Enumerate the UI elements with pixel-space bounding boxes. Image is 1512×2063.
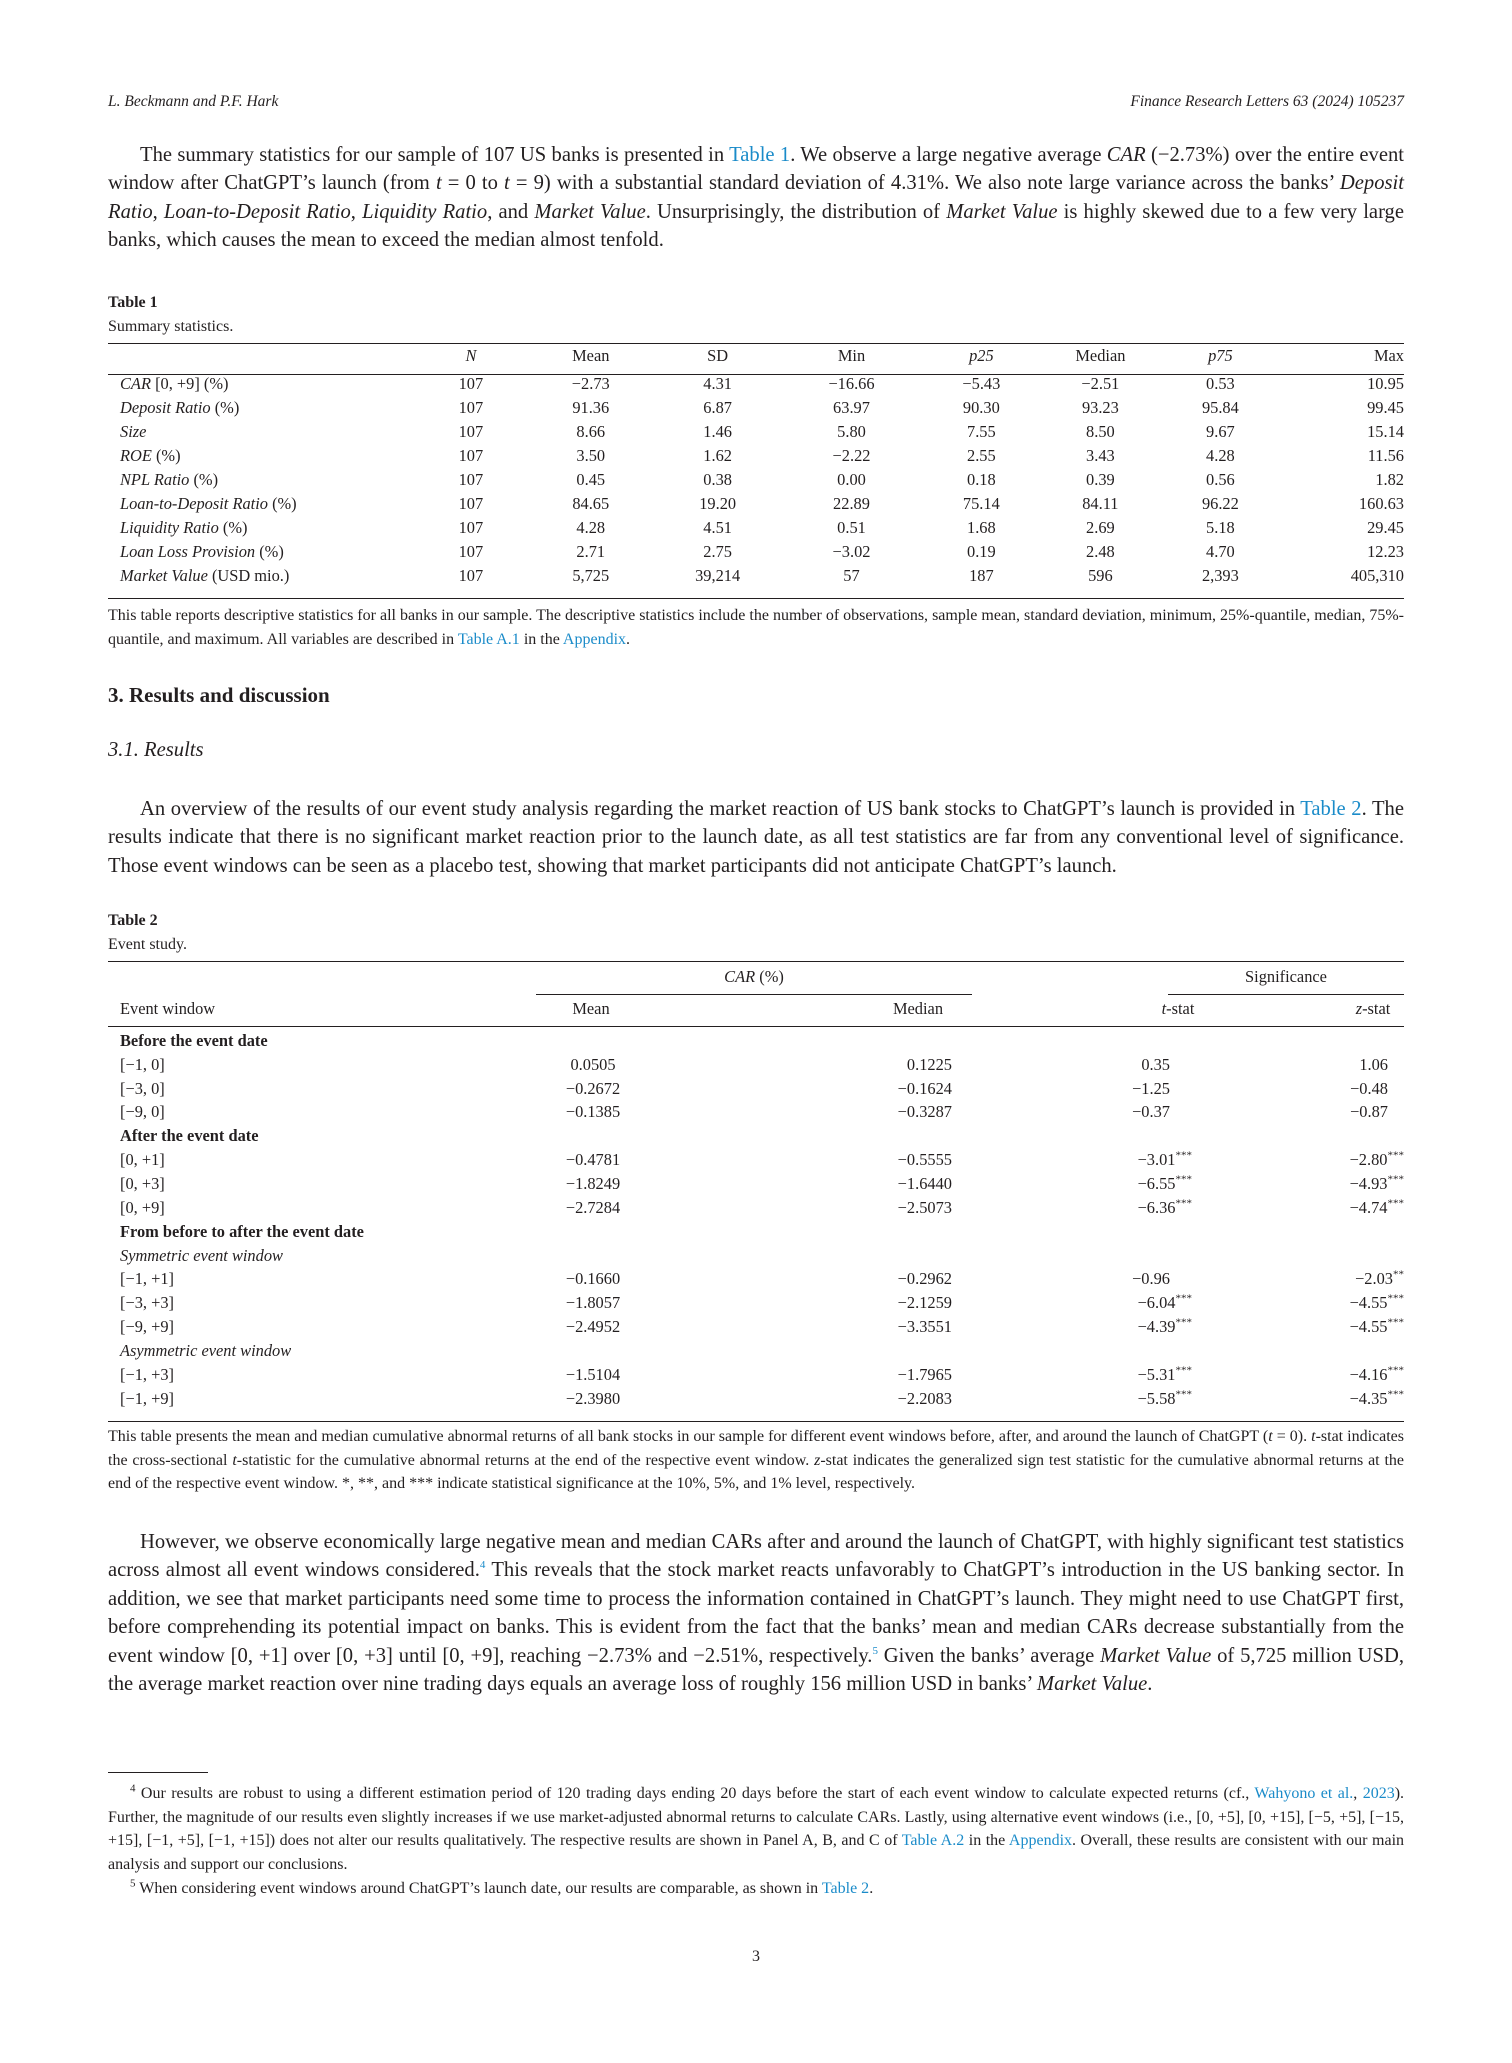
table1-cell: 8.66 — [576, 422, 606, 441]
table2-median-cell: 0.1225 — [906, 1054, 952, 1074]
table1-row — [108, 468, 1404, 492]
table1-col-header: p75 — [1208, 346, 1233, 365]
table1-cell: 4.31 — [703, 374, 732, 393]
table1-cell: 7.55 — [967, 422, 996, 441]
table1-cell: 95.84 — [1201, 398, 1239, 417]
table1-cell: 405,310 — [1350, 566, 1404, 585]
wahyono-link[interactable]: Wahyono et al. — [1254, 1785, 1354, 1802]
table1-row — [108, 420, 1404, 444]
table2-mean-cell: −0.1660 — [565, 1269, 621, 1289]
table1-cell: 5.18 — [1206, 518, 1235, 537]
table1-cell: 3.50 — [576, 446, 606, 465]
table1-cell: 1.62 — [703, 446, 732, 465]
table2-row — [108, 1148, 1404, 1172]
table1-cell: 0.18 — [967, 470, 996, 489]
table1-cell: 4.70 — [1206, 542, 1235, 561]
table2-row — [108, 1363, 1404, 1387]
table1-cell: 0.56 — [1206, 470, 1235, 489]
table2-zstat-cell: −4.16*** — [1349, 1364, 1404, 1384]
table1-cell: 107 — [458, 374, 484, 393]
table2-tstat-cell: −0.37 — [1132, 1102, 1170, 1122]
table2-tstat-cell: −0.96 — [1132, 1269, 1170, 1289]
table2-car-group-header: CAR (%) — [724, 967, 784, 986]
table1-cell: 1.82 — [1375, 470, 1404, 489]
table2-group-heading: Before the event date — [120, 1030, 268, 1050]
table2-col-zstat: z-stat — [1355, 999, 1391, 1018]
table1-cell: −16.66 — [828, 374, 875, 393]
table1-cell: 93.23 — [1081, 398, 1119, 417]
table1-cell: 107 — [458, 518, 484, 537]
table1-cell: 2.55 — [967, 446, 996, 465]
table2-col-tstat: t-stat — [1161, 999, 1195, 1018]
table1-cell: 0.53 — [1206, 374, 1235, 393]
section-heading: 3. Results and discussion — [108, 683, 330, 707]
table2-row — [108, 1029, 1404, 1053]
table-a2-link[interactable]: Table A.2 — [901, 1832, 965, 1850]
table1-header-blank — [108, 346, 416, 372]
table1-cell: 5,725 — [572, 566, 610, 585]
table2-zstat-cell: −0.87 — [1350, 1102, 1388, 1122]
table1-cell: 90.30 — [962, 398, 1000, 417]
table2-mean-cell: −2.4952 — [565, 1317, 621, 1337]
table1-cell: 107 — [458, 566, 484, 585]
table1-cell: 11.56 — [1367, 446, 1404, 465]
table1-cell: 8.50 — [1086, 422, 1115, 441]
table1-row — [108, 516, 1404, 540]
table1-cell: 2.69 — [1086, 518, 1115, 537]
table2-tstat-cell: −6.04*** — [1137, 1292, 1192, 1313]
table1-label: Table 1 — [108, 294, 158, 311]
results-paragraph: An overview of the results of our event study analysis regarding the market reaction of US bank stocks to ChatGPT’s launch is provided in Table 2. The results indicate that there is no significant market reaction prior to the launch date, as all test statistics are far from any conventional level of significance. Those event windows can be seen as a placebo test, showing that market participants did not anticipate ChatGPT’s launch. — [108, 798, 1404, 877]
table2-row — [108, 1387, 1404, 1411]
table1-row — [108, 372, 1404, 396]
table2-bottom-rule — [108, 1421, 1404, 1422]
table2-row — [108, 1339, 1404, 1363]
table1-cell: 29.45 — [1367, 518, 1404, 537]
table1-cell: 84.11 — [1082, 494, 1119, 513]
table1-cell: 2.71 — [576, 542, 606, 561]
table2-median-cell: −3.3551 — [897, 1317, 952, 1337]
table2-car-group-rule — [536, 994, 972, 995]
table2-window-label: [−1, +9] — [120, 1388, 174, 1408]
table1-cell: 12.23 — [1367, 542, 1404, 561]
table2-tstat-cell: −5.31*** — [1137, 1364, 1192, 1384]
running-head-journal: Finance Research Letters 63 (2024) 105237 — [1130, 93, 1404, 110]
table2-title: Event study. — [108, 936, 187, 953]
table2-row — [108, 1124, 1404, 1148]
table2-col-mean: Mean — [572, 999, 610, 1018]
footnote-rule — [108, 1772, 208, 1773]
table1-cell: 4.51 — [703, 518, 732, 537]
table1-row — [108, 540, 1404, 564]
table1-cell: 107 — [458, 422, 484, 441]
table1-row — [108, 564, 1404, 588]
table2-zstat-cell: −0.48 — [1350, 1078, 1388, 1098]
table2-tstat-cell: −3.01*** — [1137, 1149, 1192, 1170]
table1-cell: 107 — [458, 494, 484, 513]
discussion-paragraph: However, we observe economically large negative mean and median CARs after and around the launch of ChatGPT, with highly significant test statistics across almost all event windows considered.$^4$ This reveals that the stock market reacts unfavorably to ChatGPT’s introduction in the US banking sector. In addition, we see that market participants need some time to process the information contained in ChatGPT’s launch. They might need to use ChatGPT first, before comprehending its potential impact on banks. This is evident from the fact that the banks’ mean and median CARs decrease substantially from the event window [0, +1] over [0, +3] until [0, +9], reaching −2.73% and −2.51%, respectively.$^5$ Given the banks’ average Market Value of 5,725 million USD, the average market reaction over nine trading days equals an average loss of roughly 156 million USD in banks’ Market Value. — [108, 1531, 1405, 1696]
table1-cell: 2,393 — [1201, 566, 1239, 585]
table1-cell: 1.68 — [967, 518, 996, 537]
table1-col-header: Mean — [572, 346, 610, 365]
table2-mean-cell: −0.4781 — [565, 1150, 621, 1170]
appendix-link[interactable]: Appendix — [562, 630, 627, 648]
table1-cell: 9.67 — [1206, 422, 1235, 441]
table2-window-label: [−1, +1] — [120, 1269, 174, 1289]
table2-row — [108, 1053, 1404, 1077]
table2-header-rule — [108, 1026, 1404, 1027]
table1-cell: 3.43 — [1086, 446, 1115, 465]
table1-col-header: Max — [1373, 346, 1404, 365]
table1-cell: 4.28 — [576, 518, 606, 537]
table2-link[interactable]: Table 2 — [1300, 798, 1362, 820]
table2-window-label: [−3, 0] — [120, 1078, 165, 1098]
table1-cell: −2.73 — [571, 374, 610, 393]
table1-cell: 22.89 — [833, 494, 870, 513]
table2-window-label: [−1, +3] — [120, 1364, 174, 1384]
table2-col-median: Median — [892, 999, 944, 1018]
subsection-heading: 3.1. Results — [108, 739, 204, 761]
table2-zstat-cell: −4.55*** — [1349, 1316, 1404, 1337]
table1-cell: 187 — [969, 566, 994, 585]
intro-paragraph: The summary statistics for our sample of 107 US banks is presented in Table 1. We observe a large negative average CAR (−2.73%) over the entire event window after ChatGPT’s launch (from t = 0 to t = 9) with a substantial standard deviation of 4.31%. We also note large variance across the banks’ Deposit Ratio, Loan-to-Deposit Ratio, Liquidity Ratio, and Market Value. Unsurprisingly, the distribution of Market Value is highly skewed due to a few very large banks, which causes the mean to exceed the median almost tenfold. — [108, 144, 1405, 252]
table2-significance-group-rule — [1168, 994, 1404, 995]
table2-zstat-cell: −4.93*** — [1349, 1173, 1404, 1193]
table2-window-label: [−1, 0] — [120, 1054, 165, 1074]
footnote-4: $^4$ Our results are robust to using a different estimation period of 120 trading days ending 20 days before the start of each event window to calculate expected returns (cf., Wahyono et al., 2023). Further, the magnitude of our results even slightly increases if we use market-adjusted abnormal returns to calculate CARs. Lastly, using alternative event windows (i.e., [0, +5], [0, +15], [−5, +5], [−15, +15], [−1, +5], [−1, +15]) does not alter our results qualitatively. The respective results are shown in Panel A, B, and C of Table A.2 in the Appendix. Overall, these results are consistent with our main analysis and support our conclusions. — [108, 1782, 1405, 1874]
table1-col-header: Median — [1075, 346, 1126, 365]
table2-window-label: [−3, +3] — [120, 1293, 174, 1313]
table1-cell: 1.46 — [703, 422, 732, 441]
table2-tstat-cell: −4.39*** — [1137, 1316, 1192, 1337]
appendix-link-2[interactable]: Appendix — [1008, 1832, 1073, 1850]
table1-cell: 2.75 — [703, 542, 732, 561]
table2 — [108, 1029, 1404, 1411]
table2-tstat-cell: −6.55*** — [1137, 1173, 1192, 1193]
table1-note: This table reports descriptive statistics for all banks in our sample. The descriptive statistics include the number of observations, sample mean, standard deviation, minimum, 25%-quantile, median, 75%-quantile, and maximum. All variables are described in Table A.1 in the Appendix. — [108, 607, 1404, 648]
wahyono-year-link[interactable]: 2023 — [1362, 1785, 1395, 1802]
table2-mean-cell: −1.5104 — [565, 1364, 621, 1384]
table1-row-label: ROE (%) — [120, 446, 181, 465]
table2-group-heading: After the event date — [120, 1126, 259, 1146]
table2-median-cell: −2.1259 — [897, 1293, 952, 1313]
table1-cell: 84.65 — [572, 494, 610, 513]
table1-cell: 15.14 — [1367, 422, 1404, 441]
table2-median-cell: −1.7965 — [897, 1364, 952, 1384]
table2-tstat-cell: −1.25 — [1132, 1078, 1170, 1098]
footnote-5-ref[interactable]: 5 — [872, 1644, 878, 1657]
table2-row — [108, 1267, 1404, 1291]
table1-cell: −2.51 — [1081, 374, 1120, 393]
table1-col-header: SD — [707, 346, 729, 365]
table1-row-label: CAR [0, +9] (%) — [120, 374, 229, 393]
table2-mean-cell: −1.8057 — [565, 1293, 621, 1313]
table1-link[interactable]: Table 1 — [729, 144, 791, 166]
table1-cell: 107 — [458, 470, 484, 489]
table1-cell: 57 — [843, 566, 860, 585]
table2-window-label: [−9, 0] — [120, 1102, 165, 1122]
table1-cell: 96.22 — [1201, 494, 1239, 513]
table1-row-label: Size — [120, 422, 147, 441]
table2-link-2[interactable]: Table 2 — [821, 1880, 870, 1897]
table1-cell: −5.43 — [962, 374, 1001, 393]
running-head-authors: L. Beckmann and P.F. Hark — [108, 93, 279, 110]
table1-row — [108, 444, 1404, 468]
table1-row-label: Loan-to-Deposit Ratio (%) — [120, 494, 297, 513]
table2-window-label: [0, +3] — [120, 1173, 165, 1193]
table2-tstat-cell: −5.58*** — [1137, 1388, 1192, 1408]
table1-cell: 107 — [458, 398, 484, 417]
table2-mean-cell: 0.0505 — [570, 1054, 616, 1074]
table2-mean-cell: −2.7284 — [565, 1197, 621, 1217]
table1-cell: 4.28 — [1206, 446, 1235, 465]
table2-significance-group-header: Significance — [1245, 967, 1327, 986]
table2-zstat-cell: −4.35*** — [1349, 1388, 1404, 1408]
table1-cell: 596 — [1088, 566, 1113, 585]
table2-median-cell: −0.3287 — [897, 1102, 952, 1122]
footnote-4-ref[interactable]: 4 — [479, 1559, 486, 1572]
table1-title: Summary statistics. — [108, 318, 234, 335]
table2-tstat-cell: 0.35 — [1141, 1054, 1170, 1074]
table1-cell: 107 — [458, 542, 484, 561]
table1-row-label: Liquidity Ratio (%) — [120, 518, 248, 537]
table1-cell: −3.02 — [832, 542, 871, 561]
table2-row — [108, 1196, 1404, 1220]
table1-row-label: NPL Ratio (%) — [120, 470, 219, 489]
table1-cell: 0.45 — [576, 470, 606, 489]
table1-cell: 0.51 — [837, 518, 866, 537]
table2-label: Table 2 — [108, 912, 158, 929]
table2-window-label: [−9, +9] — [120, 1317, 174, 1337]
table2-row — [108, 1077, 1404, 1101]
table1-top-rule — [108, 343, 1404, 344]
table1-cell: 107 — [458, 446, 484, 465]
table2-median-cell: −0.5555 — [897, 1150, 952, 1170]
table2-row — [108, 1101, 1404, 1125]
table2-top-rule — [108, 961, 1404, 962]
table1-cell: 0.00 — [837, 470, 866, 489]
table1-cell: 160.63 — [1358, 494, 1404, 513]
table1-bottom-rule — [108, 598, 1404, 599]
table2-mean-cell: −2.3980 — [565, 1388, 621, 1408]
table1-header-row — [108, 346, 1404, 372]
table2-row — [108, 1172, 1404, 1196]
table1-cell: 63.97 — [833, 398, 870, 417]
table2-zstat-cell: −2.80*** — [1349, 1149, 1404, 1170]
table2-row — [108, 1220, 1404, 1244]
table2-group-heading: From before to after the event date — [120, 1221, 364, 1241]
table2-zstat-cell: 1.06 — [1359, 1054, 1388, 1074]
table1-cell: 0.39 — [1086, 470, 1115, 489]
table2-window-label: [0, +9] — [120, 1197, 165, 1217]
table1-cell: 6.87 — [703, 398, 732, 417]
table2-tstat-cell: −6.36*** — [1137, 1197, 1192, 1217]
table1-cell: 5.80 — [837, 422, 866, 441]
table1-row-label: Deposit Ratio (%) — [120, 398, 240, 417]
table2-mean-cell: −0.1385 — [565, 1102, 621, 1122]
table1-cell: 91.36 — [572, 398, 610, 417]
table2-median-cell: −2.2083 — [897, 1388, 952, 1408]
table1-col-header: Min — [837, 346, 866, 365]
table-a1-link[interactable]: Table A.1 — [457, 630, 520, 648]
table1-cell: 19.20 — [699, 494, 737, 513]
table2-window-label: [0, +1] — [120, 1150, 165, 1170]
table2-median-cell: −2.5073 — [897, 1197, 952, 1217]
table1-cell: 10.95 — [1367, 374, 1404, 393]
footnote-5: $^5$ When considering event windows around ChatGPT’s launch date, our results are comparable, as shown in Table 2. — [130, 1877, 874, 1897]
table1-cell: 0.38 — [703, 470, 732, 489]
table2-note: This table presents the mean and median cumulative abnormal returns of all bank stocks in our sample for different event windows before, after, and around the launch of ChatGPT (t = 0). t-stat indicates the cross-sectional t-statistic for the cumulative abnormal returns at the end of the respective event window. z-stat indicates the generalized sign test statistic for the cumulative abnormal returns at the end of the respective event window. *, **, and *** indicate statistical significance at the 10%, 5%, and 1% level, respectively. — [108, 1428, 1405, 1493]
table2-subgroup-heading: Symmetric event window — [120, 1245, 283, 1265]
table1-cell: 39,214 — [695, 566, 741, 585]
table2-zstat-cell: −4.74*** — [1349, 1197, 1404, 1217]
table1-col-header: N — [465, 346, 477, 365]
table1-cell: 2.48 — [1086, 542, 1115, 561]
table2-col-window: Event window — [120, 999, 216, 1018]
table2-mean-cell: −0.2672 — [565, 1078, 621, 1098]
table2-row — [108, 1244, 1404, 1268]
table1-col-header: p25 — [969, 346, 994, 365]
table2-median-cell: −1.6440 — [897, 1173, 952, 1193]
table2-median-cell: −0.1624 — [897, 1078, 952, 1098]
table1 — [108, 346, 1404, 588]
table1-row-label: Market Value (USD mio.) — [120, 566, 290, 585]
table1-cell: 99.45 — [1367, 398, 1404, 417]
table1-cell: 75.14 — [962, 494, 1000, 513]
table2-zstat-cell: −4.55*** — [1349, 1292, 1404, 1313]
table2-row — [108, 1291, 1404, 1315]
table1-cell: −2.22 — [832, 446, 871, 465]
page-number: 3 — [752, 1948, 760, 1965]
table1-row — [108, 492, 1404, 516]
table1-row — [108, 396, 1404, 420]
table2-row — [108, 1315, 1404, 1339]
running-head — [108, 93, 1404, 111]
table2-zstat-cell: −2.03** — [1355, 1268, 1404, 1289]
table2-median-cell: −0.2962 — [897, 1269, 952, 1289]
table1-cell: 0.19 — [967, 542, 996, 561]
table2-subgroup-heading: Asymmetric event window — [120, 1340, 292, 1360]
table2-mean-cell: −1.8249 — [565, 1173, 621, 1193]
table1-row-label: Loan Loss Provision (%) — [120, 542, 284, 561]
